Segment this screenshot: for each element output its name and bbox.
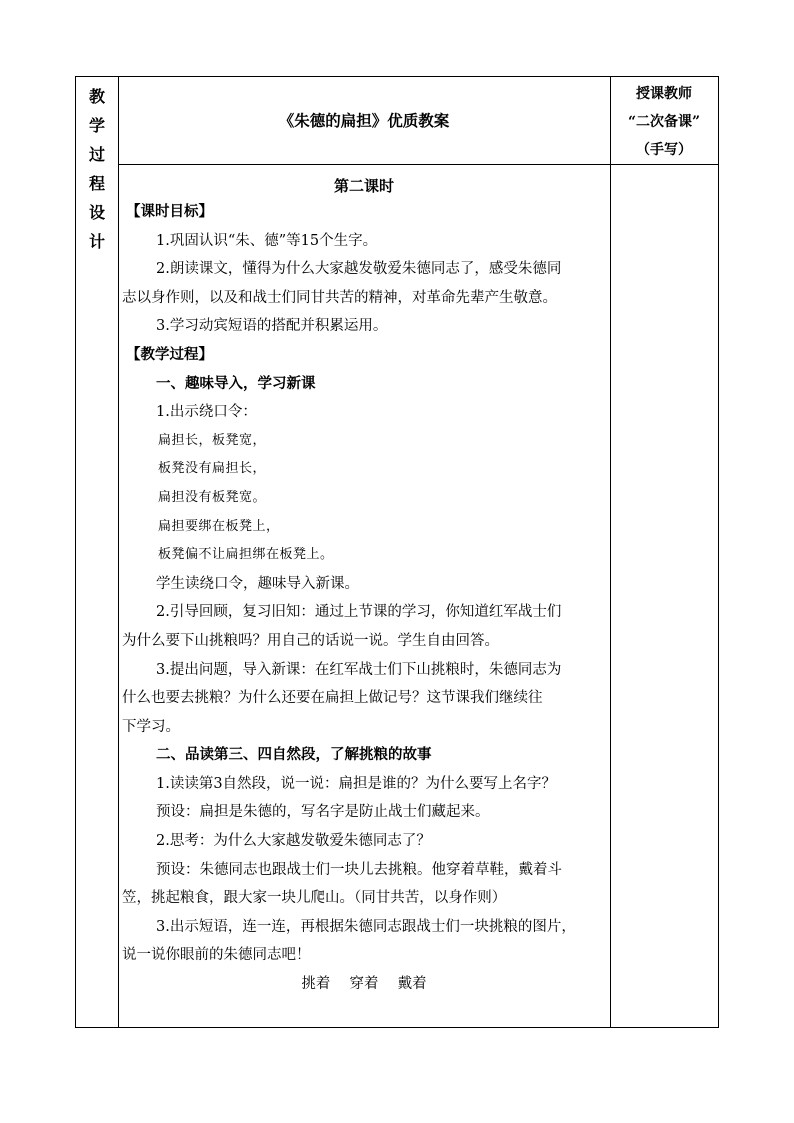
table-border-bottom <box>75 1027 719 1028</box>
teacher-label: 授课教师 <box>636 86 692 102</box>
table-divider-notes <box>610 76 611 1028</box>
section-heading: 【教学过程】 <box>126 345 213 363</box>
content-line: 志以身作则，以及和战士们同甘共苦的精神，对革命先辈产生敬意。 <box>122 289 557 306</box>
subsection-heading: 一、趣味导入，学习新课 <box>156 374 316 392</box>
content-line: 2.朗读课文，懂得为什么大家越发敬爱朱德同志了，感受朱德同 <box>156 261 562 278</box>
content-line: 下学习。 <box>122 718 180 735</box>
side-title-char: 过 <box>88 145 105 164</box>
lesson-title: 第二课时 <box>333 177 394 195</box>
section-heading: 【课时目标】 <box>126 203 213 220</box>
side-title-char: 计 <box>88 232 105 251</box>
content-line: 说一说你眼前的朱德同志吧！ <box>122 947 311 964</box>
content-line: 1.巩固认识“朱、德”等15个生字。 <box>156 232 378 249</box>
side-column-title <box>76 76 118 262</box>
side-title-char: 设 <box>88 203 105 222</box>
content-line: 3.出示短语，连一连，再根据朱德同志跟战士们一块挑粮的图片， <box>156 918 576 935</box>
document-title: 《朱德的扁担》优质教案 <box>278 111 450 130</box>
tongue-twister-line: 扁担长，板凳宽， <box>158 432 267 448</box>
content-line: 笠，挑起粮食，跟大家一块儿爬山。（同甘共苦，以身作则） <box>122 890 507 907</box>
content-line: 3.学习动宾短语的搭配并积累运用。 <box>156 318 388 335</box>
content-line: 3.提出问题，导入新课：在红军战士们下山挑粮时，朱德同志为 <box>156 661 562 678</box>
side-title-char: 程 <box>88 174 105 193</box>
content-line: 预设：朱德同志也跟战士们一块儿去挑粮。他穿着草鞋，戴着斗 <box>156 861 562 878</box>
content-line: 学生读绕口令，趣味导入新课。 <box>156 575 359 592</box>
side-title-char: 教 <box>88 87 105 106</box>
handwritten-label: （手写） <box>636 142 692 158</box>
content-line: 什么也要去挑粮？为什么还要在扁担上做记号？这节课我们继续往 <box>122 690 543 707</box>
content-line: 1.出示绕口令： <box>156 404 257 421</box>
second-prep-label: “二次备课” <box>627 114 701 130</box>
subsection-heading: 二、品读第三、四自然段，了解挑粮的故事 <box>156 746 432 764</box>
teacher-notes-header <box>610 76 718 164</box>
tongue-twister-line: 扁担没有板凳宽。 <box>158 489 267 505</box>
content-line: 为什么要下山挑粮吗？用自己的话说一说。学生自由回答。 <box>122 632 499 649</box>
content-line: 1.读读第3自然段，说一说：扁担是谁的？为什么要写上名字？ <box>156 775 557 792</box>
content-line: 预设：扁担是朱德的，写名字是防止战士们藏起来。 <box>156 804 490 821</box>
content-line: 2.思考：为什么大家越发敬爱朱德同志了？ <box>156 833 431 850</box>
lesson-content <box>118 165 610 999</box>
table-border-right <box>718 76 719 1028</box>
side-title-char: 学 <box>88 116 105 135</box>
tongue-twister-line: 板凳没有扁担长， <box>158 461 267 477</box>
phrase-options: 挑着 穿着 戴着 <box>301 976 427 993</box>
tongue-twister-line: 扁担要绑在板凳上， <box>158 518 280 534</box>
content-line: 2.引导回顾，复习旧知：通过上节课的学习，你知道红军战士们 <box>156 604 562 621</box>
tongue-twister-line: 板凳偏不让扁担绑在板凳上。 <box>158 547 334 563</box>
